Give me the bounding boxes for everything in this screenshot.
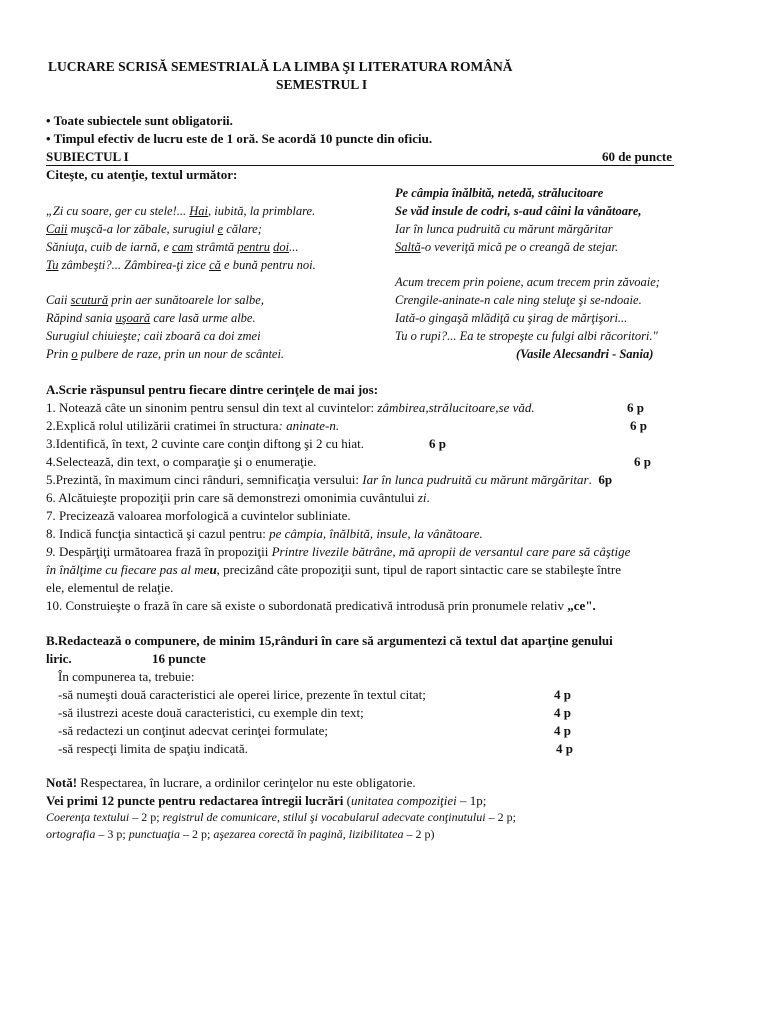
poem-line: Tu o rupi?... Ea te stropeşte cu fulgi albi răcoritori." (395, 329, 658, 343)
section-b-item-points: 4 p (554, 705, 571, 720)
question-6: 6. Alcătuieşte propoziţii prin care să demonstrezi omonimia cuvântului zi. (46, 490, 430, 505)
poem-line: Prin o pulbere de raze, prin un nour de scântei. (46, 347, 285, 361)
exam-title: LUCRARE SCRISĂ SEMESTRIALĂ LA LIMBA ŞI LITERATURA ROMÂNĂ (48, 59, 513, 74)
poem-line: Iar în lunca pudruită cu mărunt mărgăritar (395, 222, 613, 236)
question-9-cont: ele, elementul de relaţie. (46, 580, 174, 595)
section-b-item-points: 4 p (554, 723, 571, 738)
section-b-heading: B.Redactează o compunere, de minim 15,rânduri în care să argumentezi că textul dat aparţine genului (46, 633, 613, 648)
question-4-points: 6 p (634, 454, 651, 469)
subject1-points: 60 de puncte (601, 149, 672, 164)
poem-line: Acum trecem prin poiene, acum trecem prin zăvoaie; (395, 275, 660, 289)
question-8: 8. Indică funcţia sintactică şi cazul pentru: pe câmpia, înălbită, insule, la vânătoare. (46, 526, 483, 541)
question-9: 9. Despărţiţi următoarea frază în propoziţii Printre livezile bătrâne, mă apropii de versantul care pare să câştige (46, 544, 631, 559)
question-7: 7. Precizează valoarea morfologică a cuvintelor subliniate. (46, 508, 351, 523)
question-1-points: 6 p (627, 400, 644, 415)
question-3: 3.Identifică, în text, 2 cuvinte care conţin diftong şi 2 cu hiat. (46, 436, 365, 451)
poem-line: Răpind sania uşoară care lasă urme albe. (46, 311, 256, 325)
subject1-label: SUBIECTUL I (46, 149, 129, 164)
question-3-points: 6 p (429, 436, 446, 451)
section-b-item-points: 4 p (554, 687, 571, 702)
section-b-heading-cont: liric. (46, 651, 72, 666)
section-b-item: -să numeşti două caracteristici ale operei lirice, prezente în textul citat; (58, 687, 426, 702)
poem-line: „Zi cu soare, ger cu stele!... Hai, iubită, la primblare. (46, 204, 316, 218)
poem-line: Caii muşcă-a lor zăbale, surugiul e călare; (46, 222, 262, 236)
section-a-heading: A.Scrie răspunsul pentru fiecare dintre cerinţele de mai jos: (46, 382, 379, 397)
note: Notă! Respectarea, în lucrare, a ordinilor cerinţelor nu este obligatorie. (46, 775, 416, 790)
rule-item: • Toate subiectele sunt obligatorii. (46, 113, 233, 128)
poem-line: Se văd insule de codri, s-aud câini la vânătoare, (395, 204, 642, 218)
poem-line: Crengile-aninate-n cale ning steluţe şi se-ndoaie. (395, 293, 642, 307)
poem-author: (Vasile Alecsandri - Sania) (516, 347, 654, 361)
poem-line: Surugiul chiuieşte; caii zboară ca doi zmei (46, 329, 261, 343)
question-5-points: 6p (598, 472, 613, 487)
section-b-item: -să redactezi un conţinut adecvat cerinţei formulate; (58, 723, 328, 738)
section-b-item: -să ilustrezi aceste două caracteristici, cu exemple din text; (58, 705, 364, 720)
section-b-item-points: 4 p (556, 741, 573, 756)
question-2: 2.Explică rolul utilizării cratimei în structura: aninate-n. (46, 418, 340, 433)
question-1: 1. Notează câte un sinonim pentru sensul din text al cuvintelor: zâmbirea,strălucitoare,se văd. (46, 400, 535, 415)
poem-line: Iată-o gingaşă mlădiţă cu şirag de mărţişori... (395, 311, 628, 325)
section-b-item: -să respecţi limita de spaţiu indicată. (58, 741, 248, 756)
section-b-intro: În compunerea ta, trebuie: (58, 669, 195, 684)
question-9-cont: în înălţime cu fiecare pas al meu, precizând câte propoziţii sunt, tipul de raport sintactic care se stabileşte între (46, 562, 621, 577)
poem-line: Saltă-o veveriţă mică pe o creangă de stejar. (395, 240, 619, 254)
poem-line: Pe câmpia înălbită, netedă, strălucitoare (395, 186, 604, 200)
question-2-points: 6 p (630, 418, 647, 433)
note-grading-detail: Coerenţa textului – 2 p; registrul de comunicare, stilul şi vocabularul adecvate conţinutului – 2 p; (46, 810, 516, 824)
poem-line: Caii scutură prin aer sunătoarele lor salbe, (46, 293, 264, 307)
question-10: 10. Construieşte o frază în care să existe o subordonată predicativă introdusă prin pronumele relativ „ce". (46, 598, 596, 613)
poem-line: Săniuţa, cuib de iarnă, e cam strâmtă pentru doi... (46, 240, 299, 254)
poem-line: Tu zâmbeşti?... Zâmbirea-ţi zice că e bună pentru noi. (46, 258, 316, 272)
note-grading: Vei primi 12 puncte pentru redactarea întregii lucrări (unitatea compoziţiei – 1p; (46, 793, 487, 808)
section-b-points: 16 puncte (152, 651, 206, 666)
note-grading-detail: ortografia – 3 p; punctuaţia – 2 p; aşezarea corectă în pagină, lizibilitatea – 2 p) (46, 827, 435, 841)
exam-semester: SEMESTRUL I (276, 77, 368, 92)
note-label: Notă! (46, 775, 78, 790)
subject1-header (46, 148, 674, 166)
rule-item: • Timpul efectiv de lucru este de 1 oră. Se acordă 10 puncte din oficiu. (46, 131, 433, 146)
question-4: 4.Selectează, din text, o comparaţie şi o enumeraţie. (46, 454, 317, 469)
subject1-instruction: Citeşte, cu atenţie, textul următor: (46, 167, 238, 182)
question-5: 5.Prezintă, în maximum cinci rânduri, semnificaţia versului: Iar în lunca pudruită cu mărunt mărgăritar. 6p (46, 472, 613, 487)
